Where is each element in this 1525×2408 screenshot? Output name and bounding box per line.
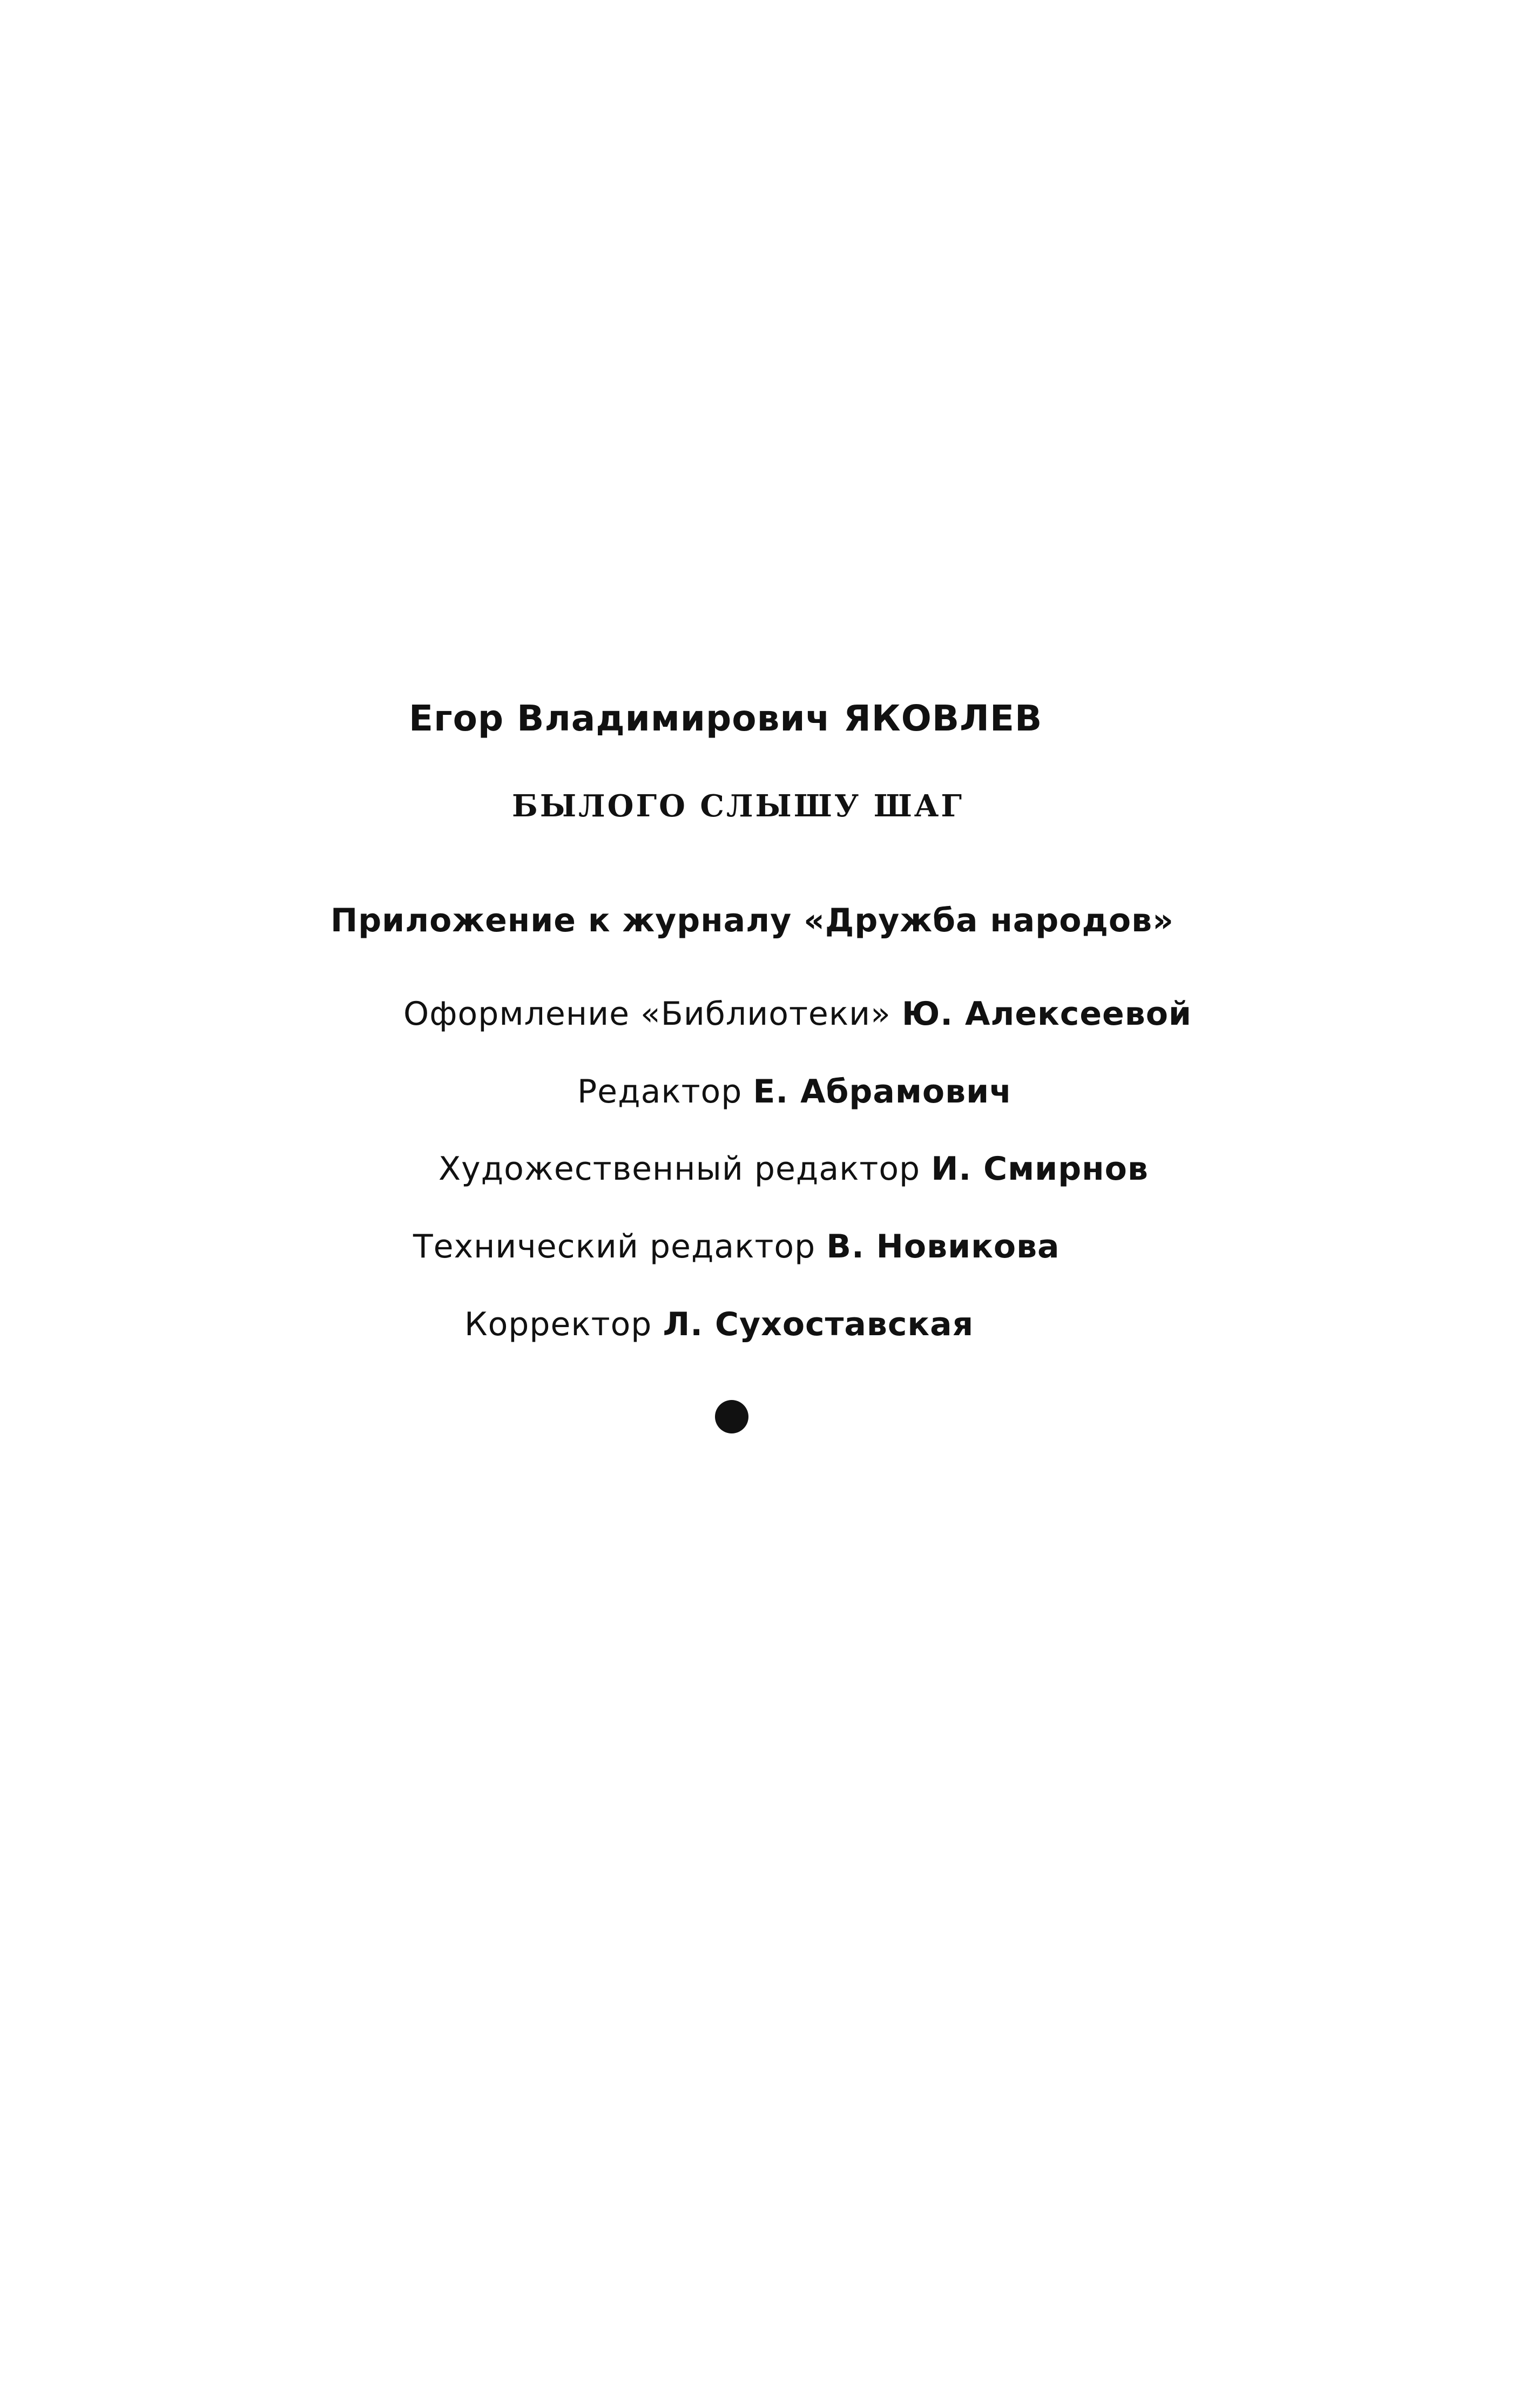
credit-role: Оформление «Библиотеки»	[403, 995, 891, 1033]
credit-person: В. Новикова	[826, 1228, 1060, 1266]
credit-corrector	[464, 1308, 974, 1341]
credit-design	[403, 995, 1192, 1033]
credit-role: Технический редактор	[413, 1228, 816, 1266]
credit-editor	[577, 1073, 1013, 1111]
credit-person: И. Смирнов	[931, 1150, 1149, 1188]
credit-art-editor	[438, 1150, 1149, 1188]
book-title: БЫЛОГО СЛЫШУ ШАГ	[512, 788, 964, 824]
supplement-note: Приложение к журналу «Дружба народов»	[330, 902, 1174, 939]
author-name: Егор Владимирович ЯКОВЛЕВ	[409, 698, 1043, 739]
credit-role: Редактор	[577, 1073, 743, 1111]
credit-person: Ю. Алексеевой	[901, 995, 1192, 1033]
bullet-ornament	[715, 1400, 748, 1433]
credit-person: Е. Абрамович	[753, 1073, 1013, 1111]
credit-person: Л. Сухоставская	[663, 1306, 974, 1343]
credit-role: Корректор	[464, 1306, 652, 1343]
credit-tech-editor	[413, 1228, 1060, 1266]
credit-role: Художественный редактор	[438, 1150, 921, 1188]
